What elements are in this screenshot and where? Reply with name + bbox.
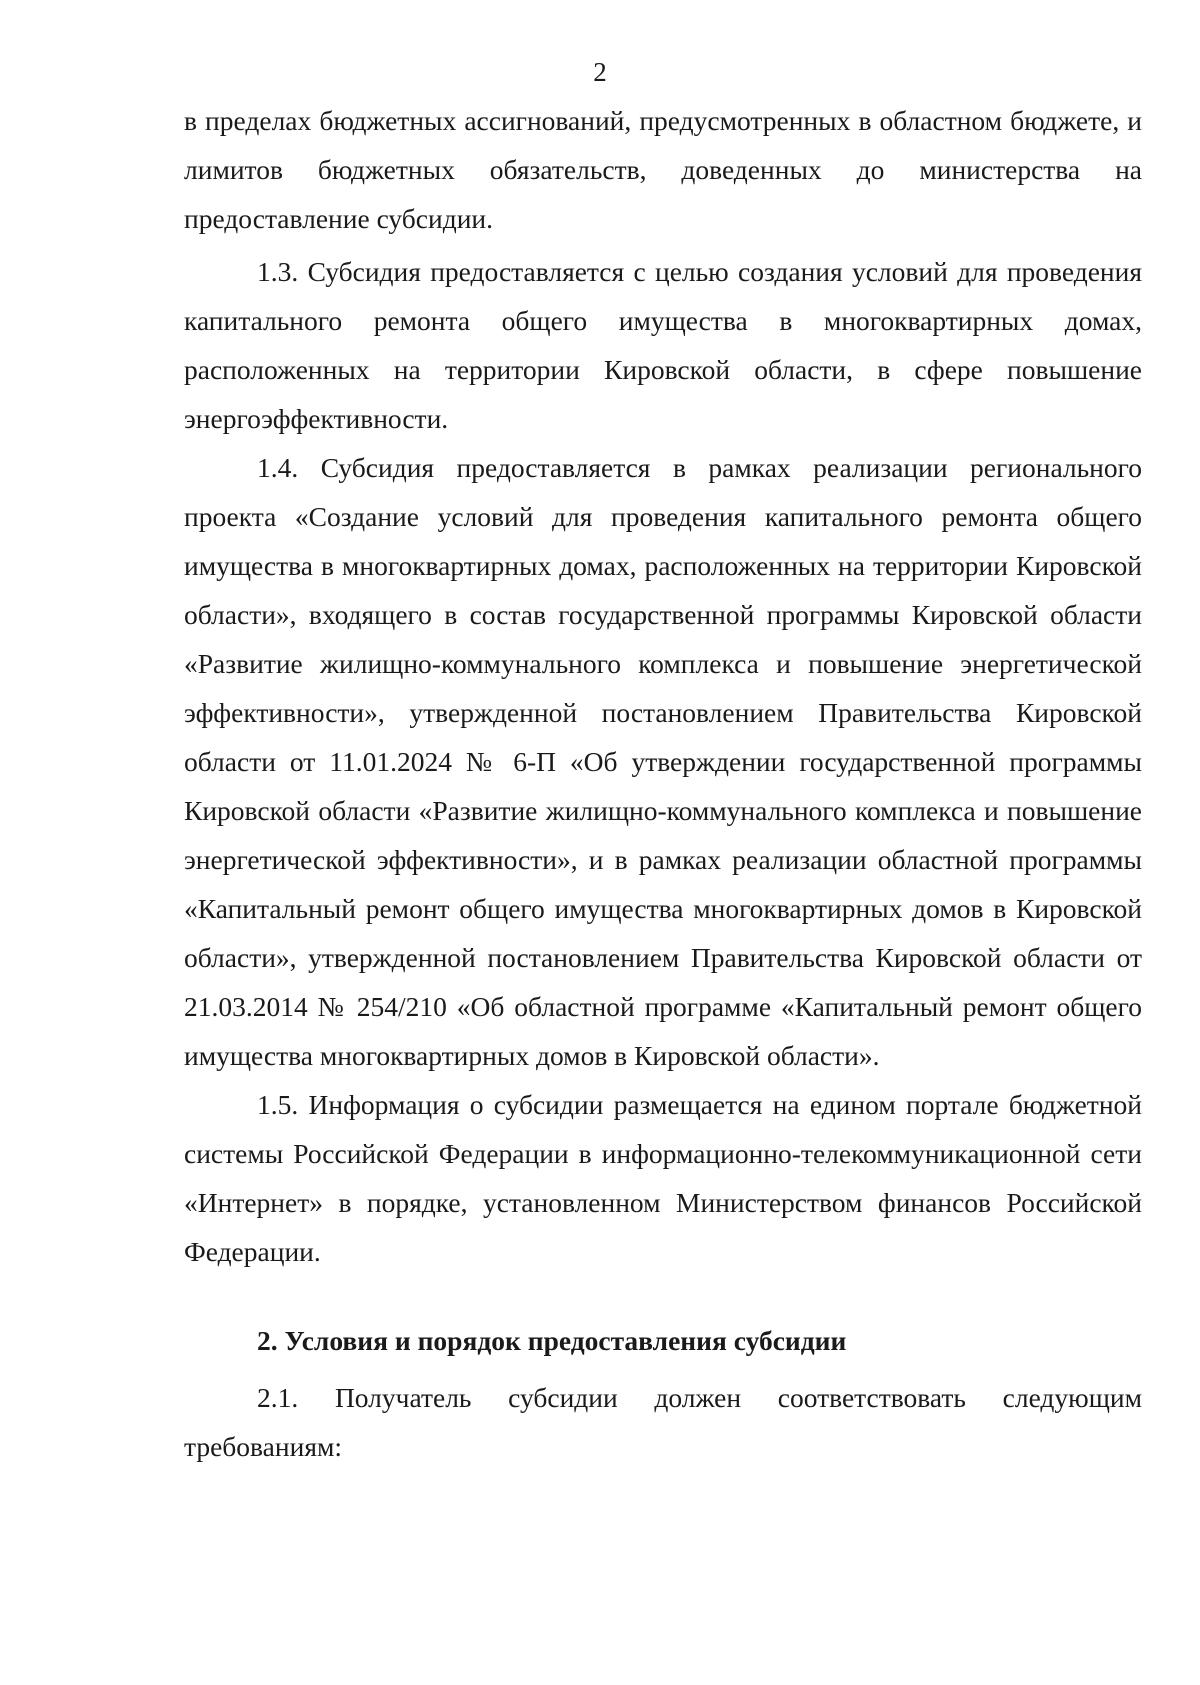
page-number: 2 [593,57,607,87]
document-body [184,96,1142,1471]
paragraph-1-3: 1.3. Субсидия предоставляется с целью создания условий для проведения капитального ремонта общего имущества в многоквартирных домах, расположенных на территории Кировской области, в сфере повышение энергоэффективности. [184,256,1142,434]
paragraph-1-5: 1.5. Информация о субсидии размещается на едином портале бюджетной системы Российской Федерации в информационно-телекоммуникационной сети «Интернет» в порядке, установленном Министерством финансов Российской Федерации. [184,1089,1142,1267]
paragraph-continuation: в пределах бюджетных ассигнований, предусмотренных в областном бюджете, и лимитов бюджетных обязательств, доведенных до министерства на предоставление субсидии. [184,105,1142,234]
paragraph-1-4: 1.4. Субсидия предоставляется в рамках реализации регионального проекта «Создание условий для проведения капитального ремонта общего имущества в многоквартирных домах, расположенных на территории Кировской области», входящего в состав государственной программы Кировской области «Развитие жилищно-коммунального комплекса и повышение энергетической эффективности», утвержденной постановлением Правительства Кировской области от 11.01.2024 № 6-П «Об утверждении государственной программы Кировской области «Развитие жилищно-коммунального комплекса и повышение энергетической эффективности», и в рамках реализации областной программы «Капитальный ремонт общего имущества многоквартирных домов в Кировской области», утвержденной постановлением Правительства Кировской области от 21.03.2014 № 254/210 «Об областной программе «Капитальный ремонт общего имущества многоквартирных домов в Кировской области». [184,452,1142,1071]
paragraph-2-1: 2.1. Получатель субсидии должен соответствовать следующим требованиям: [184,1382,1142,1462]
section-heading-2: 2. Условия и порядок предоставления субсидии [257,1325,847,1356]
